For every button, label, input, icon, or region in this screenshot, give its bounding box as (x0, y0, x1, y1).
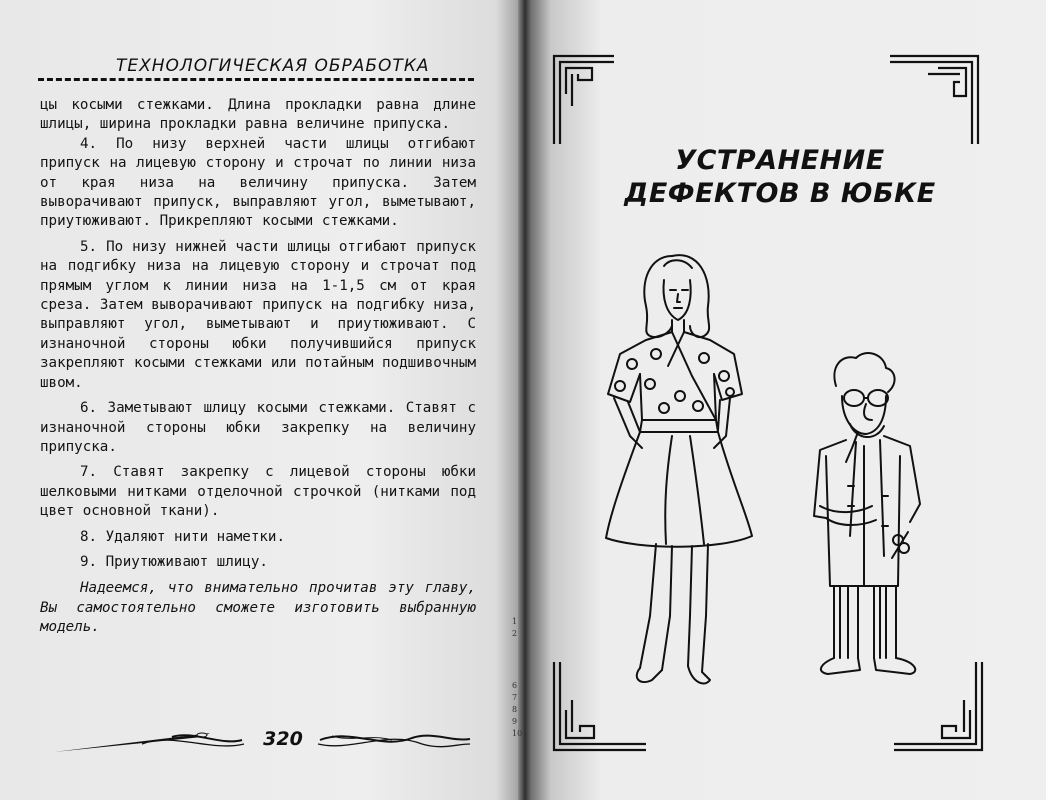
woman-figure (606, 255, 752, 683)
paragraph-step-9: 9. Приутюживают шлицу. (80, 553, 268, 570)
page-footer-ornament (52, 722, 472, 762)
paragraph-step-6: 6. Заметывают шлицу косыми стежками. Ставят с изнаночной стороны юбки закрепку на величину припуска. (40, 400, 476, 455)
chapter-title-line-1: УСТРАНЕНИЕ (675, 145, 885, 176)
paragraph: цы косыми стежками. Длина прокладки равна длине шлицы, ширина прокладки равна величине припуска. (40, 97, 476, 133)
chapter-title (580, 144, 980, 210)
corner-ornament-top-right (888, 54, 980, 146)
corner-ornament-top-left (552, 54, 616, 146)
gutter-numbers-top: 1 2 (512, 617, 518, 638)
running-head: ТЕХНОЛОГИЧЕСКАЯ ОБРАБОТКА (116, 56, 430, 76)
paragraph-step-4: 4. По низу верхней части шлицы отгибают припуск на лицевую сторону и строчат по линии низа от края низа на величину припуска. Затем выворачивают припуск, выправляют угол, выметывают, приутюживают. Прикрепляют косыми стежками. (40, 135, 476, 230)
tailor-figure (814, 353, 920, 674)
chapter-title-line-2: ДЕФЕКТОВ В ЮБКЕ (624, 178, 936, 209)
running-head-rule (38, 78, 474, 81)
body-text (40, 96, 476, 638)
page-number: 320 (263, 728, 303, 750)
chapter-illustration (580, 236, 960, 696)
gutter-numbers-bottom: 6 7 8 9 10 (512, 681, 523, 738)
paragraph-step-5: 5. По низу нижней части шлицы отгибают припуск на подгибку низа на лицевую сторону и строчат под прямым углом к линии низа на 1-1,5 см от края среза. Затем выворачивают припуск на подгибку низа, выправляют угол, выметывают и приутюживают. С изнаночной стороны юбки получившийся припуск закрепляют косыми стежками или потайным подшивочным швом. (40, 238, 476, 391)
closing-paragraph: Надеемся, что внимательно прочитав эту главу, Вы самостоятельно сможете изготовить выбранную модель. (40, 580, 476, 636)
paragraph-step-8: 8. Удаляют нити наметки. (80, 528, 285, 545)
paragraph-step-7: 7. Ставят закрепку с лицевой стороны юбки шелковыми нитками отделочной строчкой (нитками под цвет основной ткани). (40, 464, 476, 520)
